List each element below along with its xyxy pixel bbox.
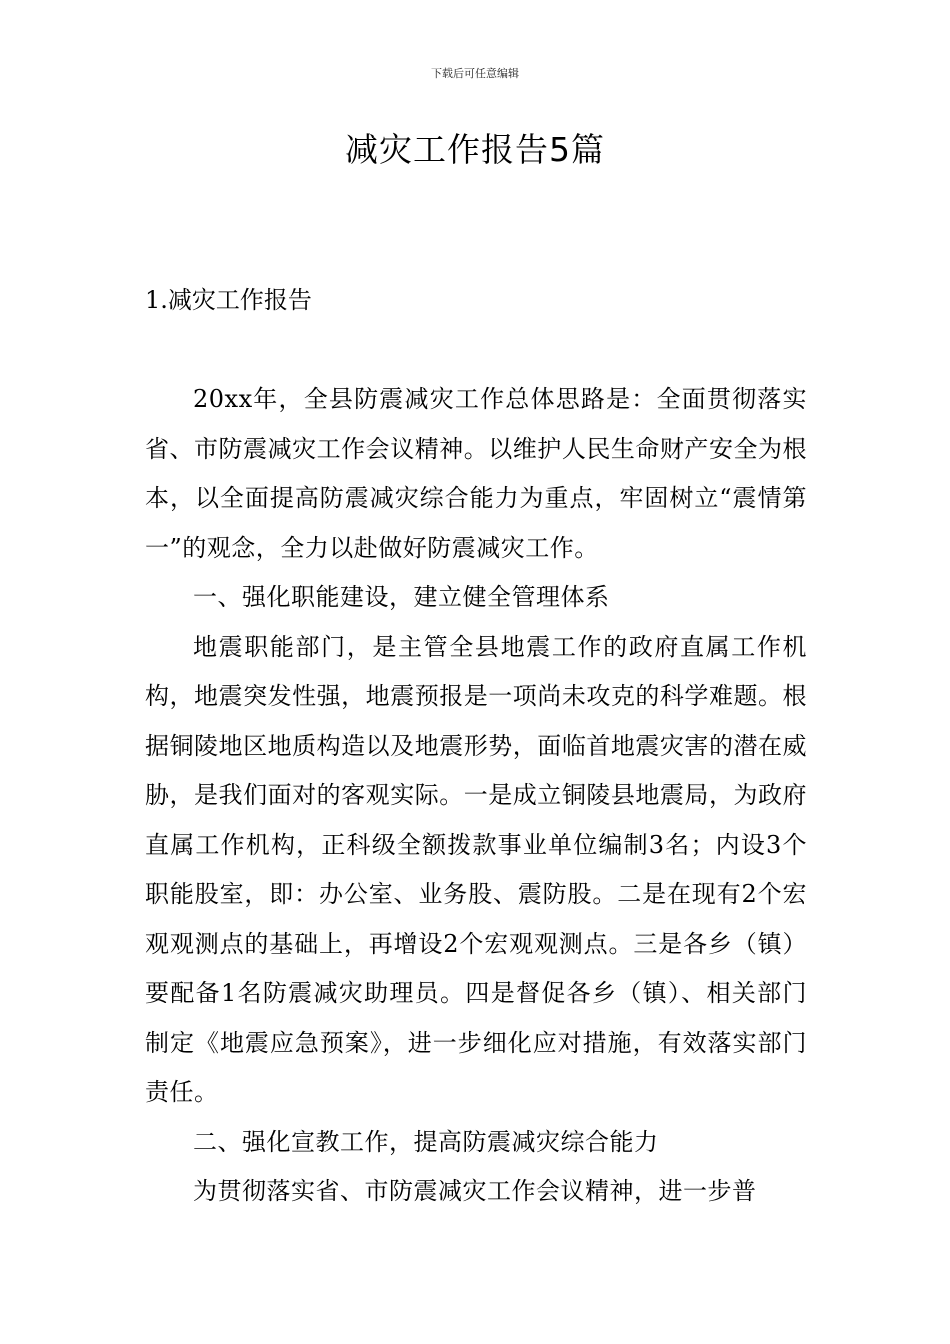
header-note: 下载后可任意编辑 — [431, 67, 519, 80]
body-paragraph: 地震职能部门，是主管全县地震工作的政府直属工作机构，地震突发性强，地震预报是一项尚未攻克的科学难题。根据铜陵地区地质构造以及地震形势，面临首地震灾害的潜在威胁，是我们面对的客观实际。一是成立铜陵县地震局，为政府直属工作机构，正科级全额拨款事业单位编制3名；内设3个职能股室，即：办公室、业务股、震防股。二是在现有2个宏观观测点的基础上，再增设2个宏观观测点。三是各乡（镇）要配备1名防震减灾助理员。四是督促各乡（镇）、相关部门制定《地震应急预案》，进一步细化应对措施，有效落实部门责任。 — [145, 632, 807, 1106]
body-paragraph-continued: 为贯彻落实省、市防震减灾工作会议精神，进一步普 — [193, 1177, 757, 1205]
body-text — [145, 375, 807, 1217]
intro-paragraph: 20xx年，全县防震减灾工作总体思路是：全面贯彻落实省、市防震减灾工作会议精神。以维护人民生命财产安全为根本，以全面提高防震减灾综合能力为重点，牢固树立“震情第一”的观念，全力以赴做好防震减灾工作。 — [145, 385, 807, 562]
subheading-two: 二、强化宣教工作，提高防震减灾综合能力 — [193, 1127, 659, 1156]
subheading-one: 一、强化职能建设，建立健全管理体系 — [193, 583, 610, 611]
section-heading: 1.减灾工作报告 — [145, 286, 312, 314]
document-title: 减灾工作报告5篇 — [345, 130, 605, 169]
